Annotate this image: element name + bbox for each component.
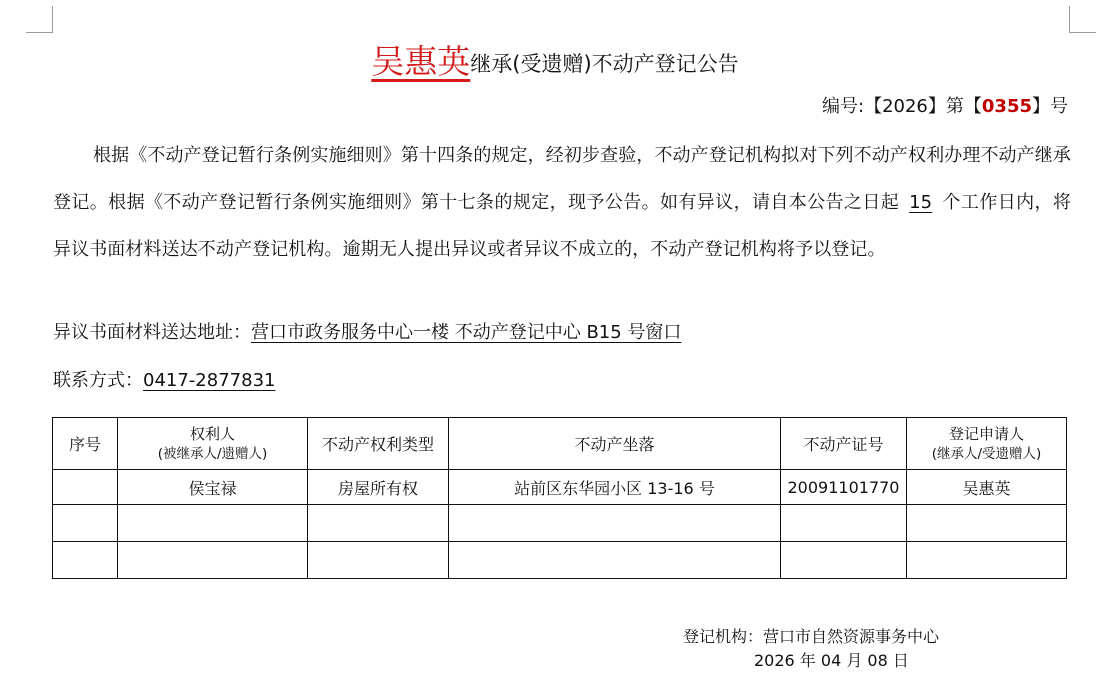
header-seq: 序号 — [53, 418, 118, 470]
table-row — [53, 470, 1067, 505]
cell-right-type: 房屋所有权 — [308, 470, 449, 505]
empty-cell — [907, 542, 1067, 579]
table-header-row — [53, 418, 1067, 470]
body-part1: 根据《不动产登记暂行条例实施细则》第十四条的规定，经初步查验，不动产登记机构拟对下列不动产权利办理不动产继承登记。根据《不动产登记暂行条例实施细则》第十七条的规定，现予公告。如有异议，请自本公告之日起 — [53, 145, 1071, 213]
docno-year: 2026 — [882, 96, 928, 117]
body-part2: 个工作日内，将异议书面材料送达不动产登记机构。逾期无人提出异议或者异议不成立的，不动产登记机构将予以登记。 — [53, 192, 1071, 260]
header-holder-main: 权利人 — [189, 424, 235, 443]
docno-prefix: 编号:【 — [822, 96, 883, 117]
cell-applicant: 吴惠英 — [907, 470, 1067, 505]
header-cert-no: 不动产证号 — [781, 418, 907, 470]
notice-date: 2026 年 04 月 08 日 — [754, 651, 909, 670]
contact-info — [53, 366, 275, 392]
page-title — [0, 36, 1110, 83]
header-location: 不动产坐落 — [449, 418, 781, 470]
empty-cell — [308, 505, 449, 542]
body-days: 15 — [909, 192, 933, 213]
title-name: 吴惠英 — [371, 42, 471, 81]
table-row-empty — [53, 505, 1067, 542]
document-number — [822, 92, 1068, 118]
empty-cell — [53, 505, 118, 542]
cell-location: 站前区东华园小区 13-16 号 — [449, 470, 781, 505]
contact-label: 联系方式： — [53, 370, 143, 391]
objection-address — [53, 318, 681, 344]
docno-number: 0355 — [981, 96, 1032, 117]
empty-cell — [308, 542, 449, 579]
header-holder — [118, 418, 308, 470]
empty-cell — [907, 505, 1067, 542]
cell-holder: 侯宝禄 — [118, 470, 308, 505]
title-text: 继承(受遗赠)不动产登记公告 — [470, 52, 739, 76]
empty-cell — [118, 505, 308, 542]
contact-value: 0417-2877831 — [143, 370, 276, 391]
docno-mid: 】第【 — [927, 96, 982, 117]
registration-authority: 登记机构：营口市自然资源事务中心 — [683, 627, 940, 646]
notice-body — [53, 132, 1071, 273]
cell-cert-no: 20091101770 — [781, 470, 907, 505]
header-holder-sub: (被继承人/遗赠人) — [157, 445, 268, 462]
header-applicant — [907, 418, 1067, 470]
header-applicant-sub: (继承人/受遗赠人) — [931, 445, 1042, 462]
table-row-empty — [53, 542, 1067, 579]
address-value: 营口市政务服务中心一楼 不动产登记中心 B15 号窗口 — [251, 322, 682, 343]
address-label: 异议书面材料送达地址： — [53, 322, 251, 343]
empty-cell — [781, 542, 907, 579]
empty-cell — [449, 542, 781, 579]
empty-cell — [53, 542, 118, 579]
empty-cell — [118, 542, 308, 579]
crop-mark-top-right — [1069, 6, 1096, 33]
crop-mark-top-left — [26, 6, 53, 33]
empty-cell — [781, 505, 907, 542]
header-applicant-main: 登记申请人 — [948, 424, 1024, 443]
cell-seq — [53, 470, 118, 505]
docno-suffix: 】号 — [1032, 96, 1068, 117]
header-right-type: 不动产权利类型 — [308, 418, 449, 470]
empty-cell — [449, 505, 781, 542]
registration-table — [52, 417, 1067, 579]
